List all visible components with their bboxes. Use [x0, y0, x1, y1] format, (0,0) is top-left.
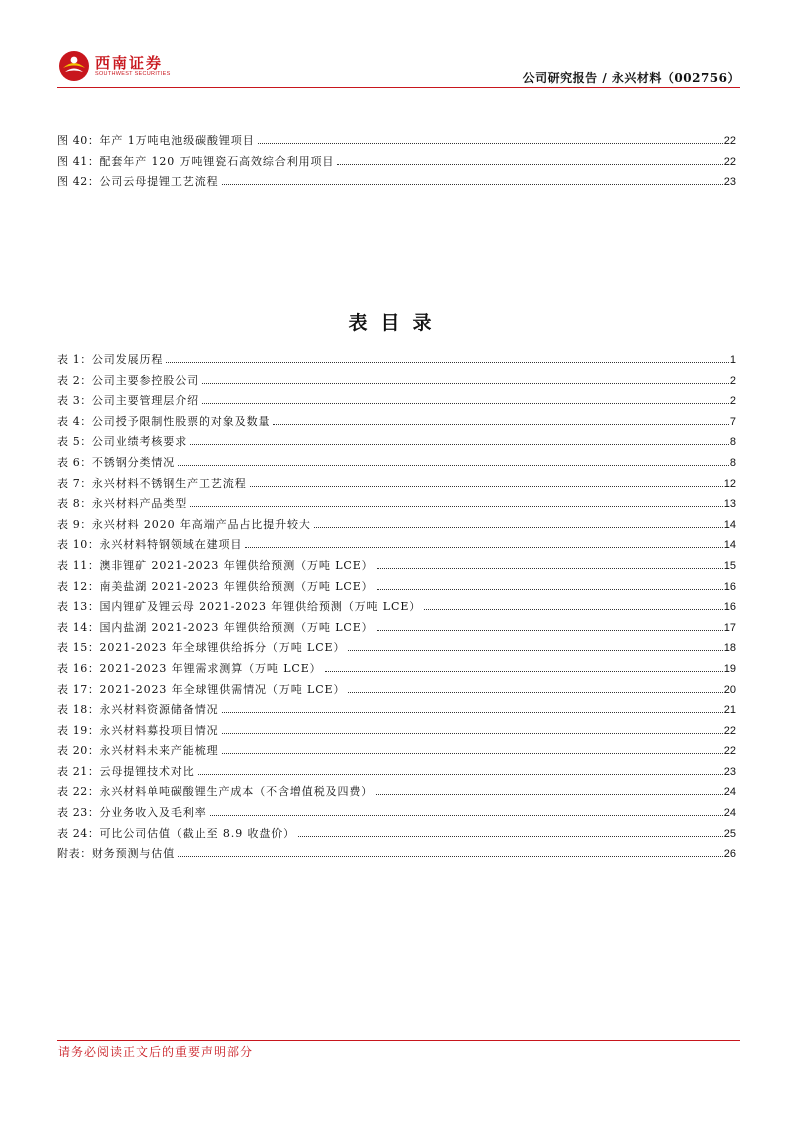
toc-dot-leader	[377, 589, 723, 590]
toc-entry-title: 年产 1万吨电池级碳酸锂项目	[99, 134, 255, 147]
toc-dot-leader	[250, 486, 723, 487]
toc-entry-title: 不锈钢分类情况	[91, 455, 176, 469]
toc-entry[interactable]	[57, 474, 736, 495]
toc-dot-leader	[222, 753, 723, 754]
toc-dot-leader	[348, 692, 722, 693]
toc-entry-page: 8	[729, 436, 736, 449]
toc-dot-leader	[258, 143, 723, 144]
toc-entry-title: 永兴材料特钢领域在建项目	[99, 538, 243, 552]
toc-entry[interactable]	[57, 721, 736, 742]
toc-dot-leader	[377, 568, 723, 569]
toc-entry-page: 13	[723, 498, 736, 511]
toc-entry[interactable]	[57, 638, 736, 659]
toc-entry-label: 表 16：	[57, 661, 100, 675]
toc-entry-label: 表 12：	[57, 579, 100, 593]
toc-dot-leader	[337, 164, 722, 165]
toc-entry-page: 15	[723, 559, 736, 572]
toc-entry-page: 16	[723, 580, 736, 593]
toc-entry[interactable]	[57, 152, 736, 173]
toc-entry-title: 公司云母提锂工艺流程	[99, 175, 219, 189]
toc-entry-label: 表 9：	[57, 517, 92, 531]
toc-dot-leader	[178, 856, 723, 857]
toc-entry-label: 图 42：	[57, 175, 100, 189]
toc-entry-label: 表 6：	[57, 455, 92, 469]
toc-entry-label: 表 22：	[57, 785, 100, 799]
toc-dot-leader	[202, 403, 729, 404]
toc-entry-page: 23	[723, 765, 736, 778]
toc-dot-leader	[314, 527, 723, 528]
report-title: 公司研究报告 / 永兴材料（002756）	[522, 71, 740, 85]
toc-entry-page: 16	[723, 601, 736, 614]
toc-entry-title: 可比公司估值（截止至 8.9 收盘价）	[99, 826, 296, 840]
toc-entry-label: 表 23：	[57, 806, 100, 820]
toc-entry-label: 附表：	[57, 847, 92, 861]
toc-entry-page: 17	[723, 621, 736, 634]
toc-entry-label: 表 2：	[57, 373, 92, 387]
toc-entry-label: 表 3：	[57, 394, 92, 408]
toc-entry-label: 表 10：	[57, 538, 100, 552]
toc-dot-leader	[198, 774, 723, 775]
toc-dot-leader	[222, 733, 723, 734]
toc-entry-page: 22	[723, 135, 736, 147]
toc-entry[interactable]	[57, 412, 736, 433]
toc-entry-title: 配套年产 120 万吨锂瓷石高效综合利用项目	[99, 154, 335, 168]
toc-entry-label: 图 40：	[57, 134, 100, 147]
toc-entry[interactable]	[57, 432, 736, 453]
toc-entry-title: 公司发展历程	[91, 353, 164, 366]
logo-chinese-name: 西南证券	[95, 54, 164, 72]
toc-entry-page: 24	[723, 786, 736, 799]
toc-entry-label: 图 41：	[57, 154, 100, 168]
toc-dot-leader	[222, 712, 723, 713]
toc-entry-page: 22	[723, 724, 736, 737]
toc-entry[interactable]	[57, 597, 736, 618]
toc-entry[interactable]	[57, 535, 736, 556]
toc-entry[interactable]	[57, 824, 736, 845]
toc-dot-leader	[376, 794, 723, 795]
toc-entry-page: 12	[723, 477, 736, 490]
table-of-tables-heading: 表目录	[348, 312, 445, 334]
toc-entry-title: 分业务收入及毛利率	[99, 806, 207, 820]
toc-dot-leader	[166, 362, 729, 363]
toc-entry-page: 2	[729, 374, 736, 387]
toc-dot-leader	[190, 444, 729, 445]
toc-entry-title: 国内盐湖 2021-2023 年锂供给预测（万吨 LCE）	[99, 620, 374, 634]
toc-entry[interactable]	[57, 659, 736, 680]
company-logo	[57, 49, 237, 83]
toc-entry-label: 表 17：	[57, 682, 100, 696]
toc-entry-label: 表 21：	[57, 764, 100, 778]
toc-entry-title: 公司业绩考核要求	[91, 435, 188, 449]
toc-entry-label: 表 13：	[57, 600, 100, 614]
toc-entry-title: 国内锂矿及锂云母 2021-2023 年锂供给预测（万吨 LCE）	[99, 600, 422, 614]
toc-entry-page: 14	[723, 539, 736, 552]
toc-entry-page: 8	[729, 456, 736, 469]
toc-entry[interactable]	[57, 803, 736, 824]
toc-entry-page: 1	[729, 354, 736, 366]
footer-disclaimer: 请务必阅读正文后的重要声明部分	[58, 1045, 254, 1059]
toc-entry[interactable]	[57, 556, 736, 577]
toc-entry-title: 永兴材料单吨碳酸锂生产成本（不含增值税及四费）	[99, 785, 374, 799]
toc-entry-title: 2021-2023 年全球锂供需情况（万吨 LCE）	[99, 682, 346, 696]
toc-entry[interactable]	[57, 453, 736, 474]
toc-dot-leader	[348, 650, 722, 651]
toc-entry[interactable]	[57, 350, 736, 371]
toc-dot-leader	[178, 465, 729, 466]
toc-entry-label: 表 11：	[57, 558, 100, 572]
toc-dot-leader	[298, 836, 723, 837]
toc-entry-label: 表 8：	[57, 497, 92, 511]
toc-entry-title: 公司主要参控股公司	[91, 373, 200, 387]
figure-list	[57, 131, 736, 193]
footer-divider	[57, 1040, 740, 1041]
toc-entry-page: 18	[723, 642, 736, 655]
toc-entry-label: 表 14：	[57, 620, 100, 634]
toc-entry-title: 澳非锂矿 2021-2023 年锂供给预测（万吨 LCE）	[99, 558, 374, 572]
toc-entry[interactable]	[57, 391, 736, 412]
toc-entry-page: 22	[723, 155, 736, 168]
toc-entry[interactable]	[57, 515, 736, 536]
toc-entry-page: 14	[723, 518, 736, 531]
toc-entry[interactable]	[57, 618, 736, 639]
toc-dot-leader	[210, 815, 723, 816]
toc-entry[interactable]	[57, 680, 736, 701]
toc-entry-title: 2021-2023 年锂需求测算（万吨 LCE）	[99, 661, 322, 675]
toc-entry-page: 7	[729, 415, 736, 428]
toc-entry-label: 表 4：	[57, 414, 92, 428]
toc-dot-leader	[190, 506, 723, 507]
toc-dot-leader	[377, 630, 723, 631]
toc-entry-label: 表 5：	[57, 435, 92, 449]
toc-entry[interactable]	[57, 700, 736, 721]
toc-entry-page: 24	[723, 807, 736, 820]
toc-entry-title: 永兴材料未来产能梳理	[99, 744, 219, 758]
toc-dot-leader	[325, 671, 723, 672]
toc-entry[interactable]	[57, 577, 736, 598]
logo-emblem-icon	[57, 49, 91, 83]
toc-entry-title: 云母提锂技术对比	[99, 764, 195, 778]
toc-entry-label: 表 1：	[57, 353, 92, 366]
header-divider	[57, 87, 740, 88]
toc-entry-title: 财务预测与估值	[91, 847, 176, 861]
toc-dot-leader	[222, 184, 723, 185]
toc-entry[interactable]	[57, 762, 736, 783]
toc-entry-title: 南美盐湖 2021-2023 年锂供给预测（万吨 LCE）	[99, 579, 374, 593]
toc-entry-page: 21	[723, 704, 736, 717]
toc-entry-page: 20	[723, 683, 736, 696]
toc-entry[interactable]	[57, 741, 736, 762]
toc-entry-title: 公司主要管理层介绍	[91, 394, 200, 408]
toc-dot-leader	[273, 424, 728, 425]
toc-entry[interactable]	[57, 371, 736, 392]
toc-entry-page: 23	[723, 176, 736, 189]
toc-entry-label: 表 7：	[57, 476, 92, 490]
toc-dot-leader	[202, 383, 729, 384]
toc-entry-title: 永兴材料募投项目情况	[99, 723, 219, 737]
toc-entry-label: 表 15：	[57, 641, 100, 655]
toc-entry-title: 永兴材料不锈钢生产工艺流程	[91, 476, 247, 490]
toc-dot-leader	[424, 609, 723, 610]
toc-entry[interactable]	[57, 494, 736, 515]
toc-entry[interactable]	[57, 844, 736, 865]
toc-entry-title: 公司授予限制性股票的对象及数量	[91, 414, 271, 428]
toc-entry-title: 永兴材料产品类型	[91, 497, 188, 511]
toc-entry-label: 表 24：	[57, 826, 100, 840]
toc-entry-label: 表 20：	[57, 744, 100, 758]
toc-entry-page: 25	[723, 827, 736, 840]
toc-entry-page: 26	[723, 848, 736, 861]
toc-entry-title: 2021-2023 年全球锂供给拆分（万吨 LCE）	[99, 641, 346, 655]
toc-entry-page: 22	[723, 745, 736, 758]
toc-entry-page: 2	[729, 395, 736, 408]
toc-entry-title: 永兴材料 2020 年高端产品占比提升较大	[91, 517, 311, 531]
toc-entry[interactable]	[57, 131, 736, 152]
toc-entry-label: 表 19：	[57, 723, 100, 737]
table-list	[57, 350, 736, 865]
toc-entry[interactable]	[57, 172, 736, 193]
logo-english-name: SOUTHWEST SECURITIES	[95, 71, 171, 77]
toc-entry-label: 表 18：	[57, 703, 100, 717]
toc-entry[interactable]	[57, 782, 736, 803]
toc-entry-page: 19	[723, 662, 736, 675]
toc-entry-title: 永兴材料资源储备情况	[99, 703, 219, 717]
page-header	[57, 45, 740, 87]
toc-dot-leader	[245, 547, 722, 548]
